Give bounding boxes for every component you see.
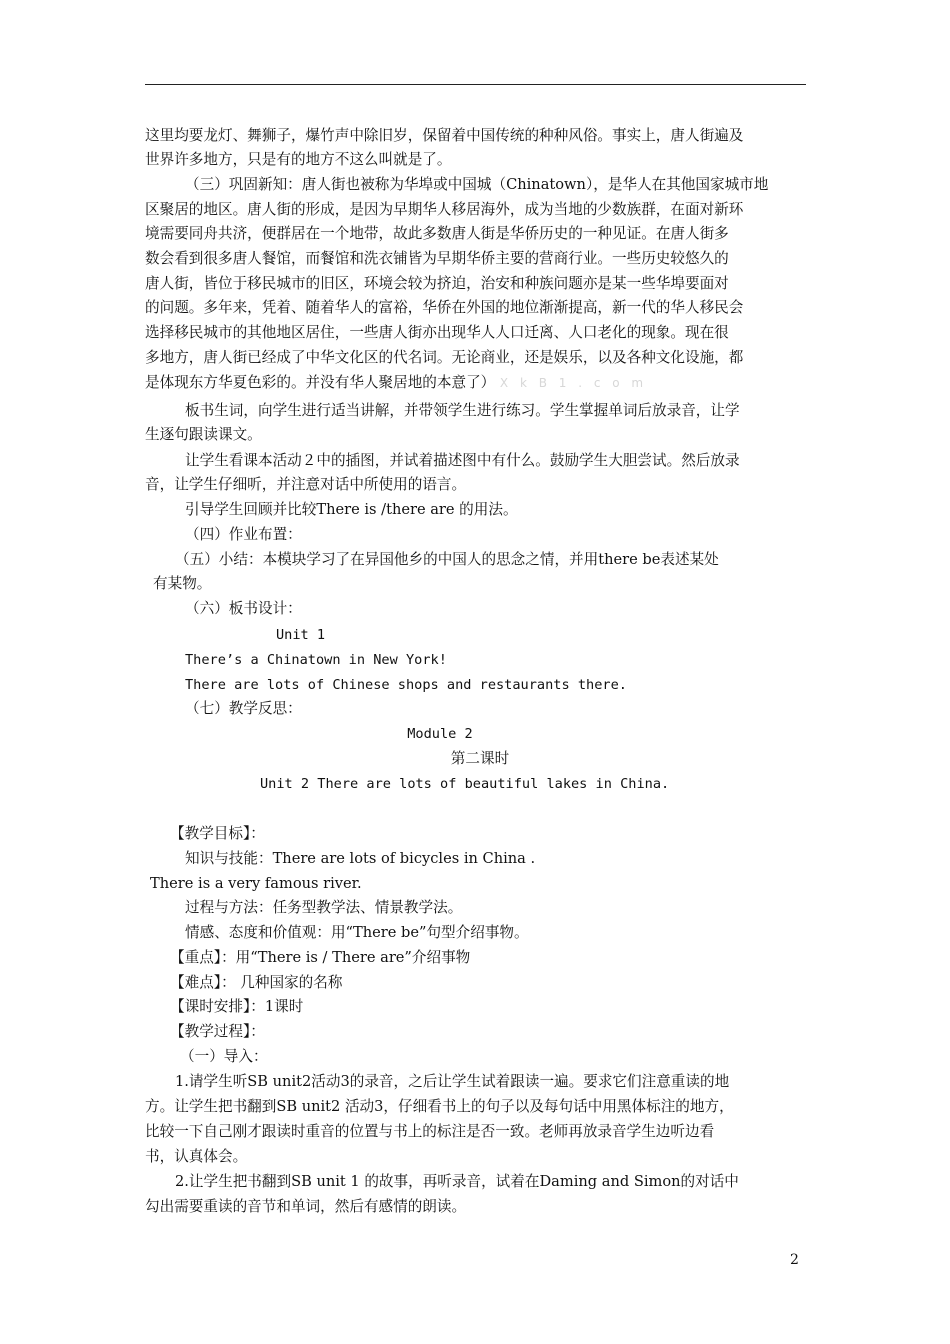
- header-rule: [145, 84, 806, 85]
- text-line: 方。让学生把书翻到SB unit2 活动3，仔细看书上的句子以及每句话中用黑体标注的地方，: [145, 1098, 734, 1115]
- text-line: （五）小结：本模块学习了在异国他乡的中国人的思念之情，并用there be表述某处: [175, 551, 719, 568]
- text-line: 数会看到很多唐人餐馆，而餐馆和洗衣铺皆为早期华侨主要的营商行业。一些历史较悠久的: [145, 250, 729, 267]
- module-title: Module 2: [407, 726, 473, 742]
- text-line: 唐人街，皆位于移民城市的旧区，环境会较为挤迫，治安和种族问题亦是某一些华埠要面对: [145, 275, 729, 292]
- text-line: There is a very famous river.: [150, 875, 362, 892]
- section-heading: 【难点】： 几种国家的名称: [170, 974, 343, 991]
- text-line: 勾出需要重读的音节和单词，然后有感情的朗读。: [145, 1198, 467, 1215]
- section-heading: 【教学过程】：: [170, 1023, 265, 1040]
- text-line: 比较一下自己刚才跟读时重音的位置与书上的标注是否一致。老师再放录音学生边听边看: [145, 1123, 715, 1140]
- board-line: There are lots of Chinese shops and restaurants there.: [185, 677, 627, 693]
- text-line: （四）作业布置：: [185, 526, 302, 543]
- text-line: 这里均要龙灯、舞狮子，爆竹声中除旧岁，保留着中国传统的种种风俗。事实上，唐人街遍及: [145, 127, 744, 144]
- text-line: 2.让学生把书翻到SB unit 1 的故事，再听录音，试着在Daming and Simon的对话中: [175, 1173, 739, 1190]
- text-line: （七）教学反思：: [185, 700, 302, 717]
- text-line: 生逐句跟读课文。: [145, 426, 262, 443]
- text-line: 区聚居的地区。唐人街的形成，是因为早期华人移居海外，成为当地的少数族群，在面对新环: [145, 201, 744, 218]
- text-line: 有某物。: [153, 575, 212, 592]
- text-line: 多地方，唐人街已经成了中华文化区的代名词。无论商业，还是娱乐，以及各种文化设施，都: [145, 349, 744, 366]
- page-number: 2: [790, 1252, 799, 1268]
- text-line: 境需要同舟共济，便群居在一个地带，故此多数唐人街是华侨历史的一种见证。在唐人街多: [145, 225, 729, 242]
- text-line: 选择移民城市的其他地区居住，一些唐人街亦出现华人人口迁离、人口老化的现象。现在很: [145, 324, 729, 341]
- watermark-text: X k B 1 . c o m: [499, 376, 648, 390]
- text-line: 引导学生回顾并比较There is /there are 的用法。: [185, 501, 518, 518]
- section-heading: 【课时安排】：1课时: [170, 998, 304, 1015]
- unit-title: Unit 2 There are lots of beautiful lakes in China.: [260, 776, 670, 792]
- text-line: 板书生词，向学生进行适当讲解，并带领学生进行练习。学生掌握单词后放录音，让学: [185, 402, 740, 419]
- board-line: There’s a Chinatown in New York!: [185, 652, 447, 668]
- text-line: （六）板书设计：: [185, 600, 302, 617]
- text-line: 情感、态度和价值观：用“There be”句型介绍事物。: [185, 924, 529, 941]
- section-heading: 【教学目标】：: [170, 825, 265, 842]
- text-line: 1.请学生听SB unit2活动3的录音，之后让学生试着跟读一遍。要求它们注意重读的地: [175, 1073, 730, 1090]
- section-heading: 【重点】：用“There is / There are”介绍事物: [170, 949, 471, 966]
- text-line: （一）导入：: [180, 1048, 268, 1065]
- text-line: 音，让学生仔细听，并注意对话中所使用的语言。: [145, 476, 467, 493]
- text-line: 书，认真体会。: [145, 1148, 248, 1165]
- text-line: 让学生看课本活动２中的插图，并试着描述图中有什么。鼓励学生大胆尝试。然后放录: [185, 452, 740, 469]
- board-line: Unit 1: [276, 627, 326, 643]
- text-line: 过程与方法：任务型教学法、情景教学法。: [185, 899, 463, 916]
- text-line: 世界许多地方，只是有的地方不这么叫就是了。: [145, 151, 452, 168]
- text-line-content: 是体现东方华夏色彩的。并没有华人聚居地的本意了）: [145, 374, 496, 391]
- text-line: [145, 373, 806, 393]
- text-line: 的问题。多年来，凭着、随着华人的富裕，华侨在外国的地位渐渐提高，新一代的华人移民会: [145, 299, 744, 316]
- text-line: （三）巩固新知：唐人街也被称为华埠或中国城（Chinatown），是华人在其他国家城市地: [185, 176, 769, 193]
- text-line: 知识与技能：There are lots of bicycles in China .: [185, 850, 536, 867]
- lesson-title: 第二课时: [450, 750, 510, 767]
